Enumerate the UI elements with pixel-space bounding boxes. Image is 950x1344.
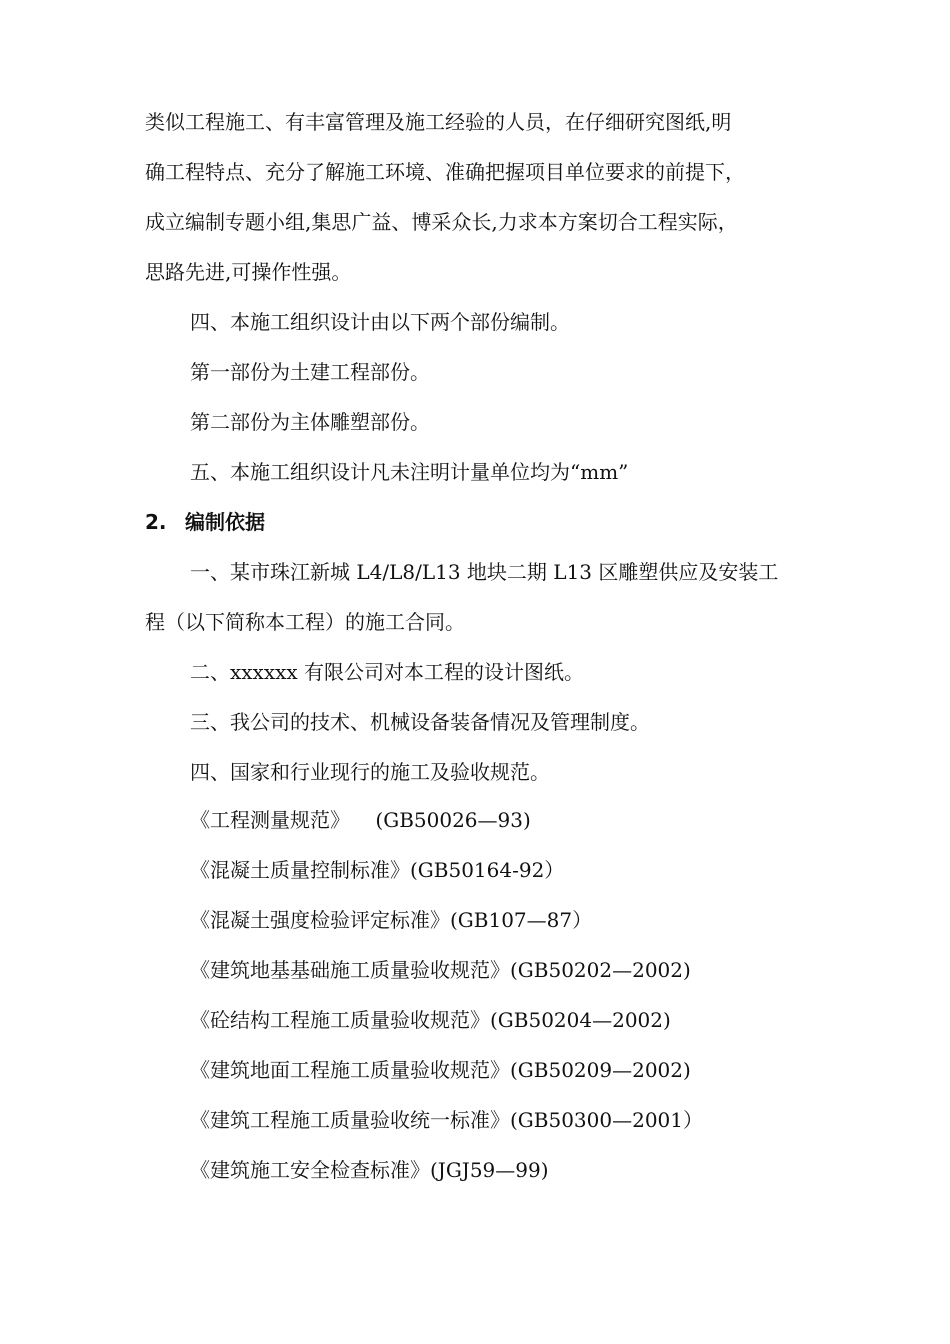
part-one: 第一部份为土建工程部份。 xyxy=(190,360,430,384)
section-number: 2. xyxy=(145,510,167,534)
section-heading xyxy=(145,508,825,536)
intro-paragraph-line-4: 思路先进,可操作性强。 xyxy=(145,260,352,284)
standard-item: 《砼结构工程施工质量验收规范》(GB50204—2002) xyxy=(190,1008,671,1032)
basis-three: 三、我公司的技术、机械设备装备情况及管理制度。 xyxy=(190,710,650,734)
part-two: 第二部份为主体雕塑部份。 xyxy=(190,410,430,434)
standard-item: 《建筑地面工程施工质量验收规范》(GB50209—2002) xyxy=(190,1058,691,1082)
intro-paragraph-line-3: 成立编制专题小组,集思广益、博采众长,力求本方案切合工程实际， xyxy=(145,210,738,234)
standard-item: 《建筑工程施工质量验收统一标准》(GB50300—2001） xyxy=(190,1108,703,1132)
basis-four: 四、国家和行业现行的施工及验收规范。 xyxy=(190,760,550,784)
item-five: 五、本施工组织设计凡未注明计量单位均为“mm” xyxy=(190,460,629,484)
standard-item: 《混凝土强度检验评定标准》(GB107—87） xyxy=(190,908,593,932)
intro-paragraph-line-2: 确工程特点、充分了解施工环境、准确把握项目单位要求的前提下， xyxy=(145,160,745,184)
item-four: 四、本施工组织设计由以下两个部份编制。 xyxy=(190,310,570,334)
basis-one-line-1: 一、某市珠江新城 L4/L8/L13 地块二期 L13 区雕塑供应及安装工 xyxy=(190,560,779,584)
standard-item: 《建筑地基基础施工质量验收规范》(GB50202—2002) xyxy=(190,958,691,982)
intro-paragraph-line-1: 类似工程施工、有丰富管理及施工经验的人员，在仔细研究图纸,明 xyxy=(145,110,732,134)
section-title: 编制依据 xyxy=(185,510,265,534)
standard-item: 《工程测量规范》 (GB50026—93) xyxy=(190,808,531,832)
standard-item: 《混凝土质量控制标准》(GB50164-92） xyxy=(190,858,565,882)
standard-item: 《建筑施工安全检查标准》(JGJ59—99) xyxy=(190,1158,549,1182)
basis-one-line-2: 程（以下简称本工程）的施工合同。 xyxy=(145,610,465,634)
basis-two: 二、xxxxxx 有限公司对本工程的设计图纸。 xyxy=(190,660,585,684)
